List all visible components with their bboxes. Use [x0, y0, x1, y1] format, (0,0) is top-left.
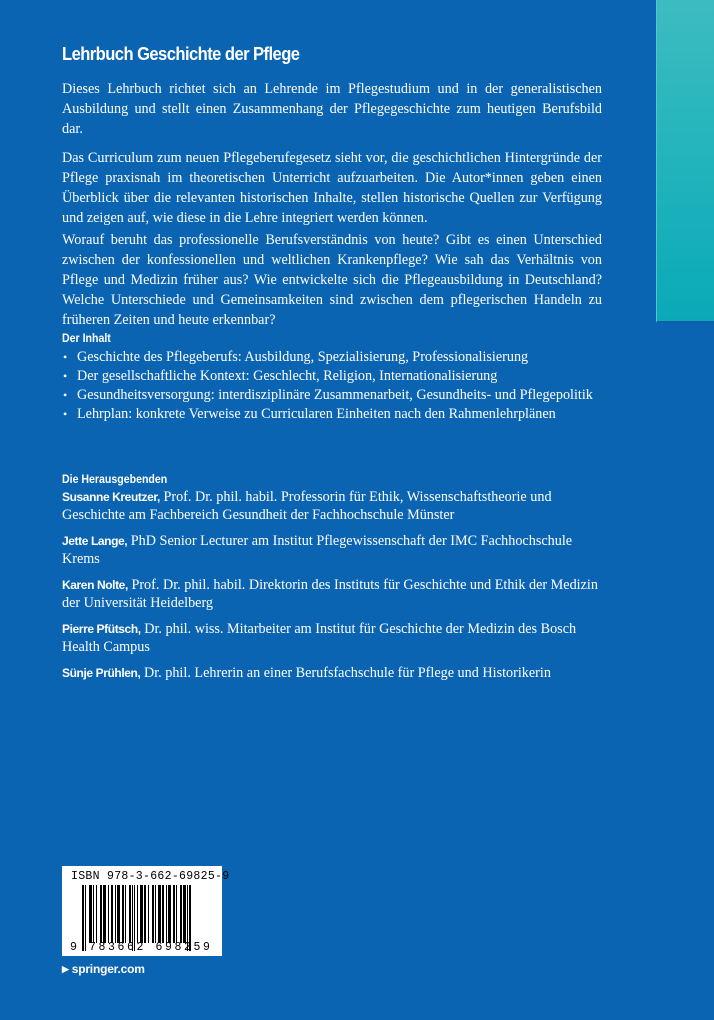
editor-name: Pierre Pfütsch,: [62, 622, 141, 636]
intro-paragraph: Dieses Lehrbuch richtet sich an Lehrende im Pflegestudium und in der generalistischen Ausbildung und stellt einen Zusammenhang der Pflegegeschichte zum heutigen Berufsbild dar.: [62, 81, 602, 137]
editor-name: Sünje Prühlen,: [62, 666, 141, 680]
contents-list-item: • Gesundheitsversorgung: interdisziplinäre Zusammenarbeit, Gesundheits- und Pflegepolitik: [63, 387, 593, 403]
editor-entry: [62, 576, 602, 612]
accent-color-bar: [656, 0, 714, 323]
editor-name: Susanne Kreutzer,: [62, 490, 160, 504]
editor-name: Jette Lange,: [62, 534, 128, 548]
contents-list: [62, 348, 622, 423]
contents-list-item: • Der gesellschaftliche Kontext: Geschlecht, Religion, Internationalisierung: [63, 368, 498, 384]
editor-bio: Prof. Dr. phil. habil. Direktorin des Instituts für Geschichte und Ethik der Medizin der Universität Heidelberg: [62, 577, 598, 611]
editor-entry: [62, 664, 602, 682]
isbn-barcode: [62, 866, 230, 956]
curriculum-paragraph: Das Curriculum zum neuen Pflegeberufegesetz sieht vor, die geschichtlichen Hintergründe der Pflege praxisnah im theoretischen Unterricht aufzuarbeiten. Die Autor*innen geben einen Überblick über die relevanten historischen Inhalte, stellen historische Quellen zur Verfügung und zeigen auf, wie diese in die Lehre integriert werden können.: [62, 150, 602, 226]
editors-section: [62, 474, 622, 690]
bullet-icon: •: [63, 350, 68, 364]
barcode-bars-icon: [82, 885, 210, 943]
questions-paragraph: Worauf beruht das professionelle Berufsverständnis von heute? Gibt es einen Unterschied zwischen der konfessionellen und weltlichen Krankenpflege? Wie sah das Verhältnis von Pflege und Medizin früher aus? Wie entwickelte sich die Pflegeausbildung in Deutschland? Welche Unterschiede und Gemeinsamkeiten sind zwischen dem pflegerischen Handeln zu früheren Zeiten und heute erkennbar?: [62, 232, 602, 328]
editor-bio: Dr. phil. Lehrerin an einer Berufsfachschule für Pflege und Historikerin: [140, 665, 551, 681]
editor-entry: [62, 488, 602, 524]
barcode-digits: 9 783662 698259: [70, 941, 213, 954]
play-arrow-icon: ▶: [62, 964, 69, 974]
editor-bio: Prof. Dr. phil. habil. Professorin für Ethik, Wissenschaftstheorie und Geschichte am Fachbereich Gesundheit der Fachhochschule Münster: [62, 489, 552, 523]
isbn-label: ISBN 978-3-662-69825-9: [71, 870, 230, 883]
publisher-link[interactable]: [62, 962, 145, 976]
editor-entry: [62, 532, 602, 568]
bullet-icon: •: [63, 407, 68, 421]
editor-name: Karen Nolte,: [62, 578, 128, 592]
editors-heading: Die Herausgebenden: [62, 474, 168, 486]
book-title: Lehrbuch Geschichte der Pflege: [62, 44, 300, 64]
contents-section: [62, 333, 622, 424]
contents-list-item: • Geschichte des Pflegeberufs: Ausbildung, Spezialisierung, Professionalisierung: [63, 349, 529, 365]
contents-list-item: • Lehrplan: konkrete Verweise zu Curricularen Einheiten nach den Rahmenlehrplänen: [63, 406, 556, 422]
editor-bio: Dr. phil. wiss. Mitarbeiter am Institut für Geschichte der Medizin des Bosch Health Campus: [62, 621, 577, 655]
contents-heading: Der Inhalt: [62, 333, 111, 345]
editor-entry: [62, 620, 602, 656]
publisher-link-label[interactable]: springer.com: [71, 962, 145, 976]
bullet-icon: •: [63, 388, 68, 402]
bullet-icon: •: [63, 369, 68, 383]
editor-bio: PhD Senior Lecturer am Institut Pflegewissenschaft der IMC Fachhochschule Krems: [62, 533, 573, 567]
